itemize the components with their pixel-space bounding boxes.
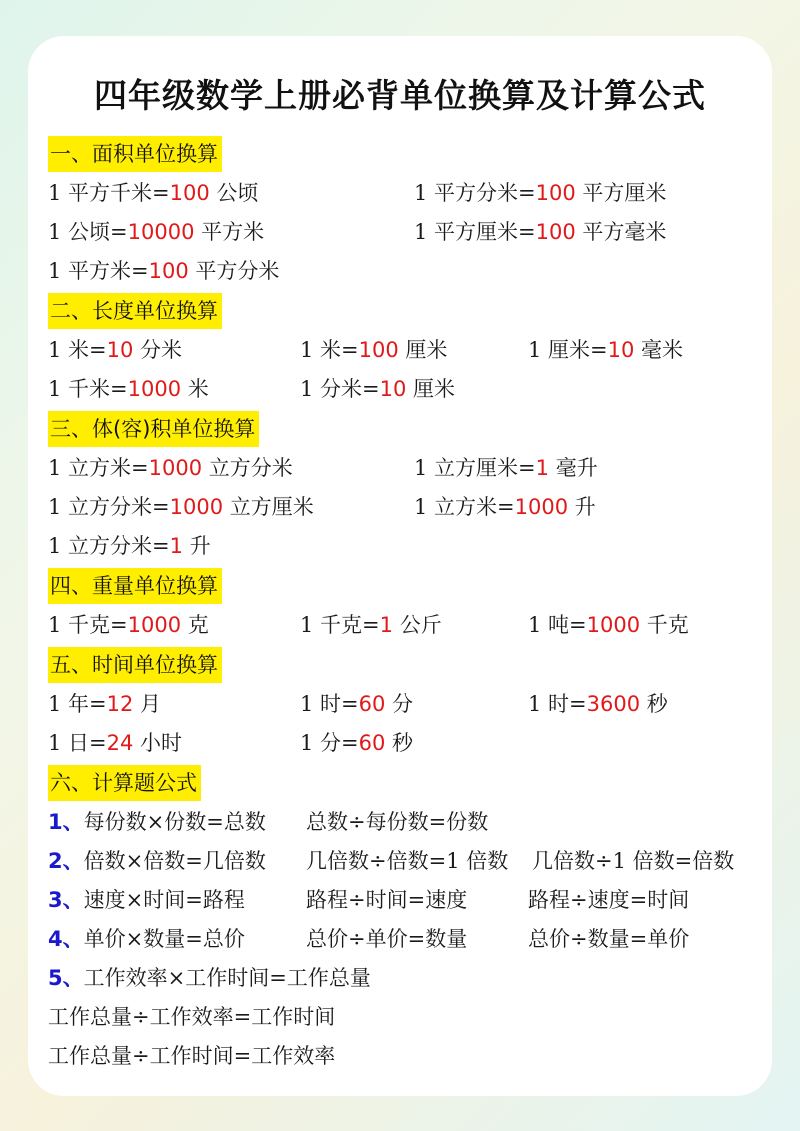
conversion-value: 100 xyxy=(535,220,576,244)
conversion-row xyxy=(48,331,768,370)
conversion-value: 100 xyxy=(148,259,189,283)
conversion-value: 10 xyxy=(379,377,407,401)
section-time xyxy=(48,645,768,763)
conversion-value: 10 xyxy=(607,338,635,362)
conversion-unit: 升 xyxy=(183,534,211,558)
conversion-item xyxy=(48,685,161,724)
conversion-item xyxy=(414,449,598,488)
conversion-unit: 毫米 xyxy=(634,338,684,362)
conversion-unit: 克 xyxy=(181,613,209,637)
formula-item xyxy=(48,803,266,842)
formula-index: 5、 xyxy=(48,966,84,990)
conversion-item xyxy=(300,724,413,763)
conversion-value: 1000 xyxy=(127,377,182,401)
conversion-lhs: 1 年= xyxy=(48,692,107,716)
conversion-item xyxy=(48,370,209,409)
conversion-lhs: 1 平方厘米= xyxy=(414,220,536,244)
formula-index: 2、 xyxy=(48,849,84,873)
conversion-row xyxy=(48,449,768,488)
conversion-value: 1000 xyxy=(127,613,182,637)
conversion-item xyxy=(528,685,668,724)
conversion-value: 60 xyxy=(358,692,386,716)
formula-item xyxy=(306,881,467,920)
conversion-item xyxy=(48,488,314,527)
conversion-value: 10000 xyxy=(127,220,195,244)
conversion-value: 100 xyxy=(358,338,399,362)
conversion-item xyxy=(48,174,258,213)
conversion-lhs: 1 平方分米= xyxy=(414,181,536,205)
conversion-value: 10 xyxy=(106,338,134,362)
conversion-lhs: 1 立方分米= xyxy=(48,495,170,519)
conversion-item xyxy=(414,488,596,527)
conversion-unit: 米 xyxy=(181,377,209,401)
formula-item xyxy=(528,881,689,920)
formula-text: 倍数×倍数=几倍数 xyxy=(83,849,266,873)
conversion-lhs: 1 日= xyxy=(48,731,107,755)
conversion-item xyxy=(48,213,264,252)
content xyxy=(48,134,768,1076)
formula-row xyxy=(48,842,768,881)
formula-text: 速度×时间=路程 xyxy=(83,888,245,912)
conversion-item xyxy=(300,370,455,409)
conversion-value: 1 xyxy=(379,613,394,637)
formula-text: 几倍数÷1 倍数=倍数 xyxy=(532,849,735,873)
conversion-unit: 公顷 xyxy=(209,181,259,205)
formula-item xyxy=(306,803,488,842)
formula-row xyxy=(48,881,768,920)
conversion-value: 100 xyxy=(535,181,576,205)
conversion-lhs: 1 吨= xyxy=(528,613,587,637)
conversion-lhs: 1 立方米= xyxy=(48,456,149,480)
formula-index: 3、 xyxy=(48,888,84,912)
conversion-lhs: 1 立方厘米= xyxy=(414,456,536,480)
formula-text: 工作总量÷工作效率=工作时间 xyxy=(48,1005,336,1029)
conversion-lhs: 1 立方分米= xyxy=(48,534,170,558)
formula-text: 总价÷单价=数量 xyxy=(306,927,468,951)
conversion-row xyxy=(48,252,768,291)
conversion-value: 24 xyxy=(106,731,134,755)
conversion-unit: 厘米 xyxy=(406,377,456,401)
conversion-value: 12 xyxy=(106,692,134,716)
formula-text: 总价÷数量=单价 xyxy=(528,927,690,951)
formula-row xyxy=(48,803,768,842)
conversion-unit: 秒 xyxy=(385,731,414,755)
conversion-value: 1000 xyxy=(586,613,641,637)
conversion-row xyxy=(48,685,768,724)
conversion-lhs: 1 米= xyxy=(48,338,107,362)
conversion-row xyxy=(48,370,768,409)
section-heading-volume: 三、体(容)积单位换算 xyxy=(48,411,259,447)
conversion-unit: 平方厘米 xyxy=(575,181,667,205)
formula-text: 几倍数÷倍数=1 倍数 xyxy=(306,849,509,873)
formula-text: 工作效率×工作时间=工作总量 xyxy=(83,966,371,990)
formula-item xyxy=(48,842,266,881)
formula-row xyxy=(48,1037,768,1076)
conversion-item xyxy=(414,213,666,252)
conversion-unit: 平方米 xyxy=(194,220,265,244)
formula-text: 总数÷每份数=份数 xyxy=(306,810,489,834)
conversion-lhs: 1 公顷= xyxy=(48,220,128,244)
formula-item xyxy=(528,920,689,959)
conversion-lhs: 1 平方千米= xyxy=(48,181,170,205)
conversion-item xyxy=(528,331,683,370)
conversion-value: 1 xyxy=(535,456,550,480)
conversion-unit: 月 xyxy=(133,692,162,716)
conversion-item xyxy=(48,449,293,488)
conversion-value: 100 xyxy=(169,181,210,205)
conversion-value: 3600 xyxy=(586,692,641,716)
conversion-unit: 分米 xyxy=(133,338,183,362)
conversion-item xyxy=(48,527,211,566)
conversion-lhs: 1 平方米= xyxy=(48,259,149,283)
conversion-lhs: 1 千米= xyxy=(48,377,128,401)
formula-text: 路程÷速度=时间 xyxy=(528,888,690,912)
formula-row xyxy=(48,920,768,959)
formula-index: 1、 xyxy=(48,810,84,834)
section-heading-area: 一、面积单位换算 xyxy=(48,136,222,172)
conversion-lhs: 1 千克= xyxy=(48,613,128,637)
conversion-lhs: 1 分= xyxy=(300,731,359,755)
conversion-lhs: 1 时= xyxy=(528,692,587,716)
conversion-unit: 公斤 xyxy=(393,613,442,637)
conversion-item xyxy=(528,606,689,645)
conversion-unit: 立方分米 xyxy=(202,456,293,480)
conversion-value: 1000 xyxy=(169,495,224,519)
formula-item xyxy=(306,842,508,881)
formula-item xyxy=(532,842,734,881)
conversion-item xyxy=(48,724,182,763)
conversion-lhs: 1 米= xyxy=(300,338,359,362)
conversion-row xyxy=(48,488,768,527)
conversion-row xyxy=(48,527,768,566)
formula-row xyxy=(48,998,768,1037)
conversion-item xyxy=(300,606,442,645)
formula-text: 工作总量÷工作时间=工作效率 xyxy=(48,1044,336,1068)
section-heading-length: 二、长度单位换算 xyxy=(48,293,222,329)
conversion-unit: 立方厘米 xyxy=(223,495,314,519)
section-heading-weight: 四、重量单位换算 xyxy=(48,568,222,604)
conversion-lhs: 1 厘米= xyxy=(528,338,608,362)
formula-item xyxy=(48,920,245,959)
conversion-unit: 毫升 xyxy=(549,456,598,480)
page-title: 四年级数学上册必背单位换算及计算公式 xyxy=(94,76,706,115)
conversion-unit: 千克 xyxy=(640,613,689,637)
conversion-value: 1 xyxy=(169,534,184,558)
formula-item xyxy=(48,881,245,920)
formula-text: 路程÷时间=速度 xyxy=(306,888,468,912)
section-heading-time: 五、时间单位换算 xyxy=(48,647,222,683)
conversion-row xyxy=(48,213,768,252)
conversion-unit: 升 xyxy=(568,495,596,519)
formula-text: 每份数×份数=总数 xyxy=(83,810,266,834)
conversion-item xyxy=(414,174,666,213)
conversion-item xyxy=(300,331,447,370)
section-volume xyxy=(48,409,768,566)
section-length xyxy=(48,291,768,409)
conversion-row xyxy=(48,174,768,213)
conversion-lhs: 1 分米= xyxy=(300,377,380,401)
conversion-unit: 平方分米 xyxy=(188,259,280,283)
section-area xyxy=(48,134,768,291)
conversion-lhs: 1 千克= xyxy=(300,613,380,637)
formula-item xyxy=(306,920,467,959)
conversion-unit: 分 xyxy=(385,692,414,716)
formula-row xyxy=(48,959,768,998)
conversion-unit: 秒 xyxy=(640,692,668,716)
section-heading-formulas: 六、计算题公式 xyxy=(48,765,201,801)
formula-item xyxy=(48,959,371,998)
conversion-row xyxy=(48,724,768,763)
conversion-value: 60 xyxy=(358,731,386,755)
conversion-unit: 小时 xyxy=(133,731,183,755)
conversion-lhs: 1 时= xyxy=(300,692,359,716)
conversion-unit: 平方毫米 xyxy=(575,220,667,244)
formula-text: 单价×数量=总价 xyxy=(83,927,245,951)
section-weight xyxy=(48,566,768,645)
section-formulas xyxy=(48,763,768,1076)
conversion-value: 1000 xyxy=(514,495,569,519)
conversion-item xyxy=(48,606,209,645)
conversion-lhs: 1 立方米= xyxy=(414,495,515,519)
conversion-unit: 厘米 xyxy=(398,338,448,362)
formula-index: 4、 xyxy=(48,927,84,951)
conversion-item xyxy=(48,252,279,291)
conversion-value: 1000 xyxy=(148,456,203,480)
conversion-item xyxy=(300,685,413,724)
conversion-item xyxy=(48,331,182,370)
conversion-row xyxy=(48,606,768,645)
